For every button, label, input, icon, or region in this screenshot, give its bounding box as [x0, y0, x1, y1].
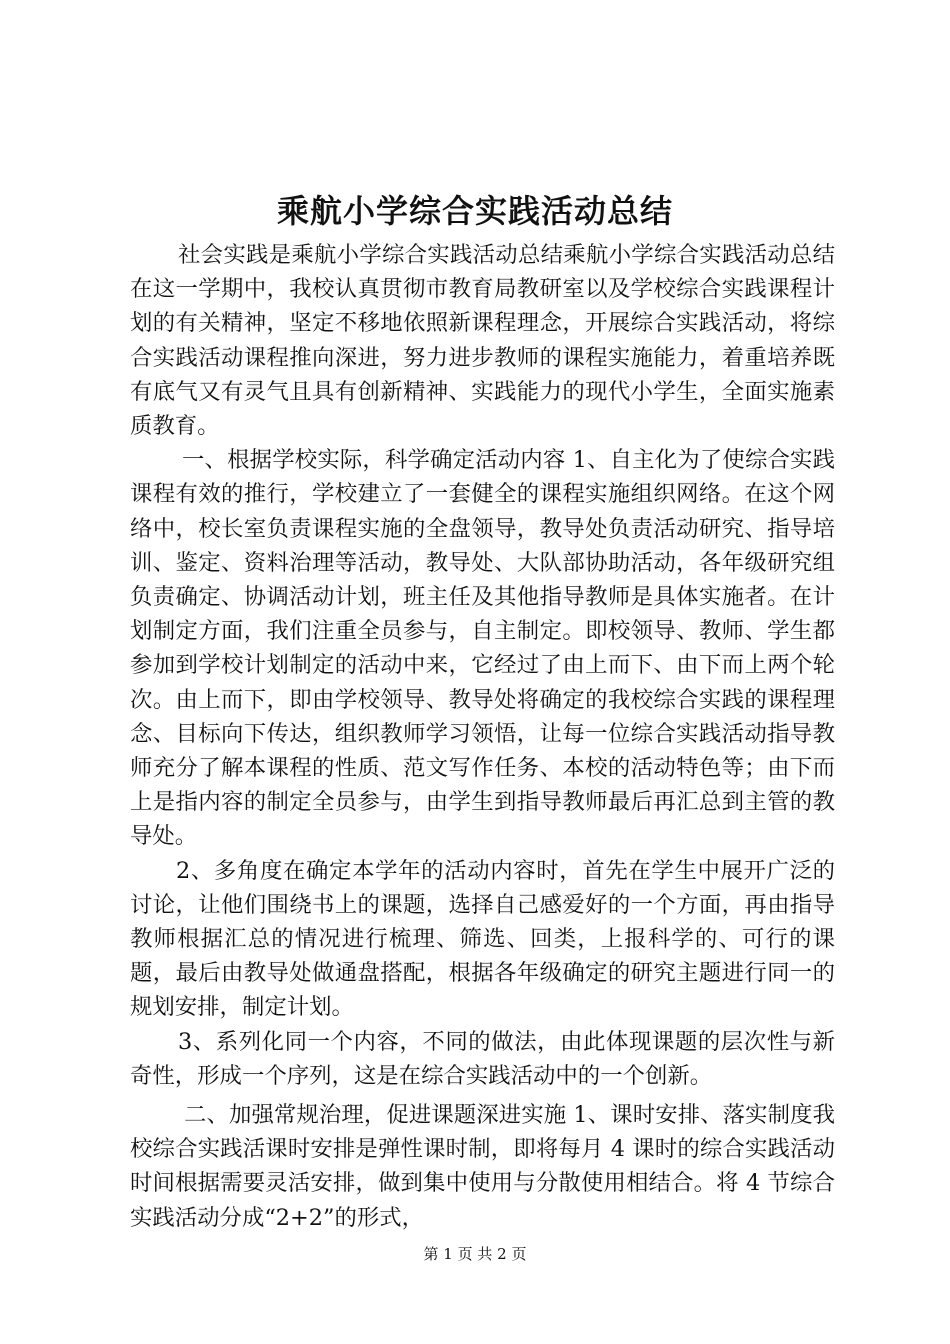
paragraph-section-1: 一、根据学校实际，科学确定活动内容 1、自主化为了使综合实践课程有效的推行，学校建立了一套健全的课程实施组织网络。在这个网络中，校长室负责课程实施的全盘领导，教导处负责活动研究、指导培训、鉴定、资料治理等活动，教导处、大队部协助活动，各年级研究组负责确定、协调活动计划，班主任及其他指导教师是具体实施者。在计划制定方面，我们注重全员参与，自主制定。即校领导、教师、学生都参加到学校计划制定的活动中来，它经过了由上而下、由下而上两个轮次。由上而下，即由学校领导、教导处将确定的我校综合实践的课程理念、目标向下传达，组织教师学习领悟，让每一位综合实践活动指导教师充分了解本课程的性质、范文写作任务、本校的活动特色等；由下而上是指内容的制定全员参与，由学生到指导教师最后再汇总到主管的教导处。: [130, 447, 835, 850]
paragraph-item-3: 3、系列化同一个内容，不同的做法，由此体现课题的层次性与新奇性，形成一个序列，这是在综合实践活动中的一个创新。: [130, 1028, 835, 1089]
paragraph-item-2: 2、多角度在确定本学年的活动内容时，首先在学生中展开广泛的讨论，让他们围绕书上的课题，选择自己感爱好的一个方面，再由指导教师根据汇总的情况进行梳理、筛选、回类，上报科学的、可行的课题，最后由教导处做通盘搭配，根据各年级确定的研究主题进行同一的规划安排，制定计划。: [130, 857, 835, 1021]
document-body: [130, 238, 835, 1235]
paragraph-intro: 社会实践是乘航小学综合实践活动总结乘航小学综合实践活动总结在这一学期中，我校认真贯彻市教育局教研室以及学校综合实践课程计划的有关精神，坚定不移地依照新课程理念，开展综合实践活动，将综合实践活动课程推向深进，努力进步教师的课程实施能力，着重培养既有底气又有灵气且具有创新精神、实践能力的现代小学生，全面实施素质教育。: [130, 242, 835, 440]
page-number-footer: 第 1 页 共 2 页: [423, 1245, 527, 1263]
document-title: 乘航小学综合实践活动总结: [276, 192, 673, 230]
paragraph-section-2: 二、加强常规治理，促进课题深进实施 1、课时安排、落实制度我校综合实践活课时安排是弹性课时制，即将每月 4 课时的综合实践活动时间根据需要灵活安排，做到集中使用与分散使用相结合。将 4 节综合实践活动分成“2+2”的形式，: [130, 1102, 835, 1231]
